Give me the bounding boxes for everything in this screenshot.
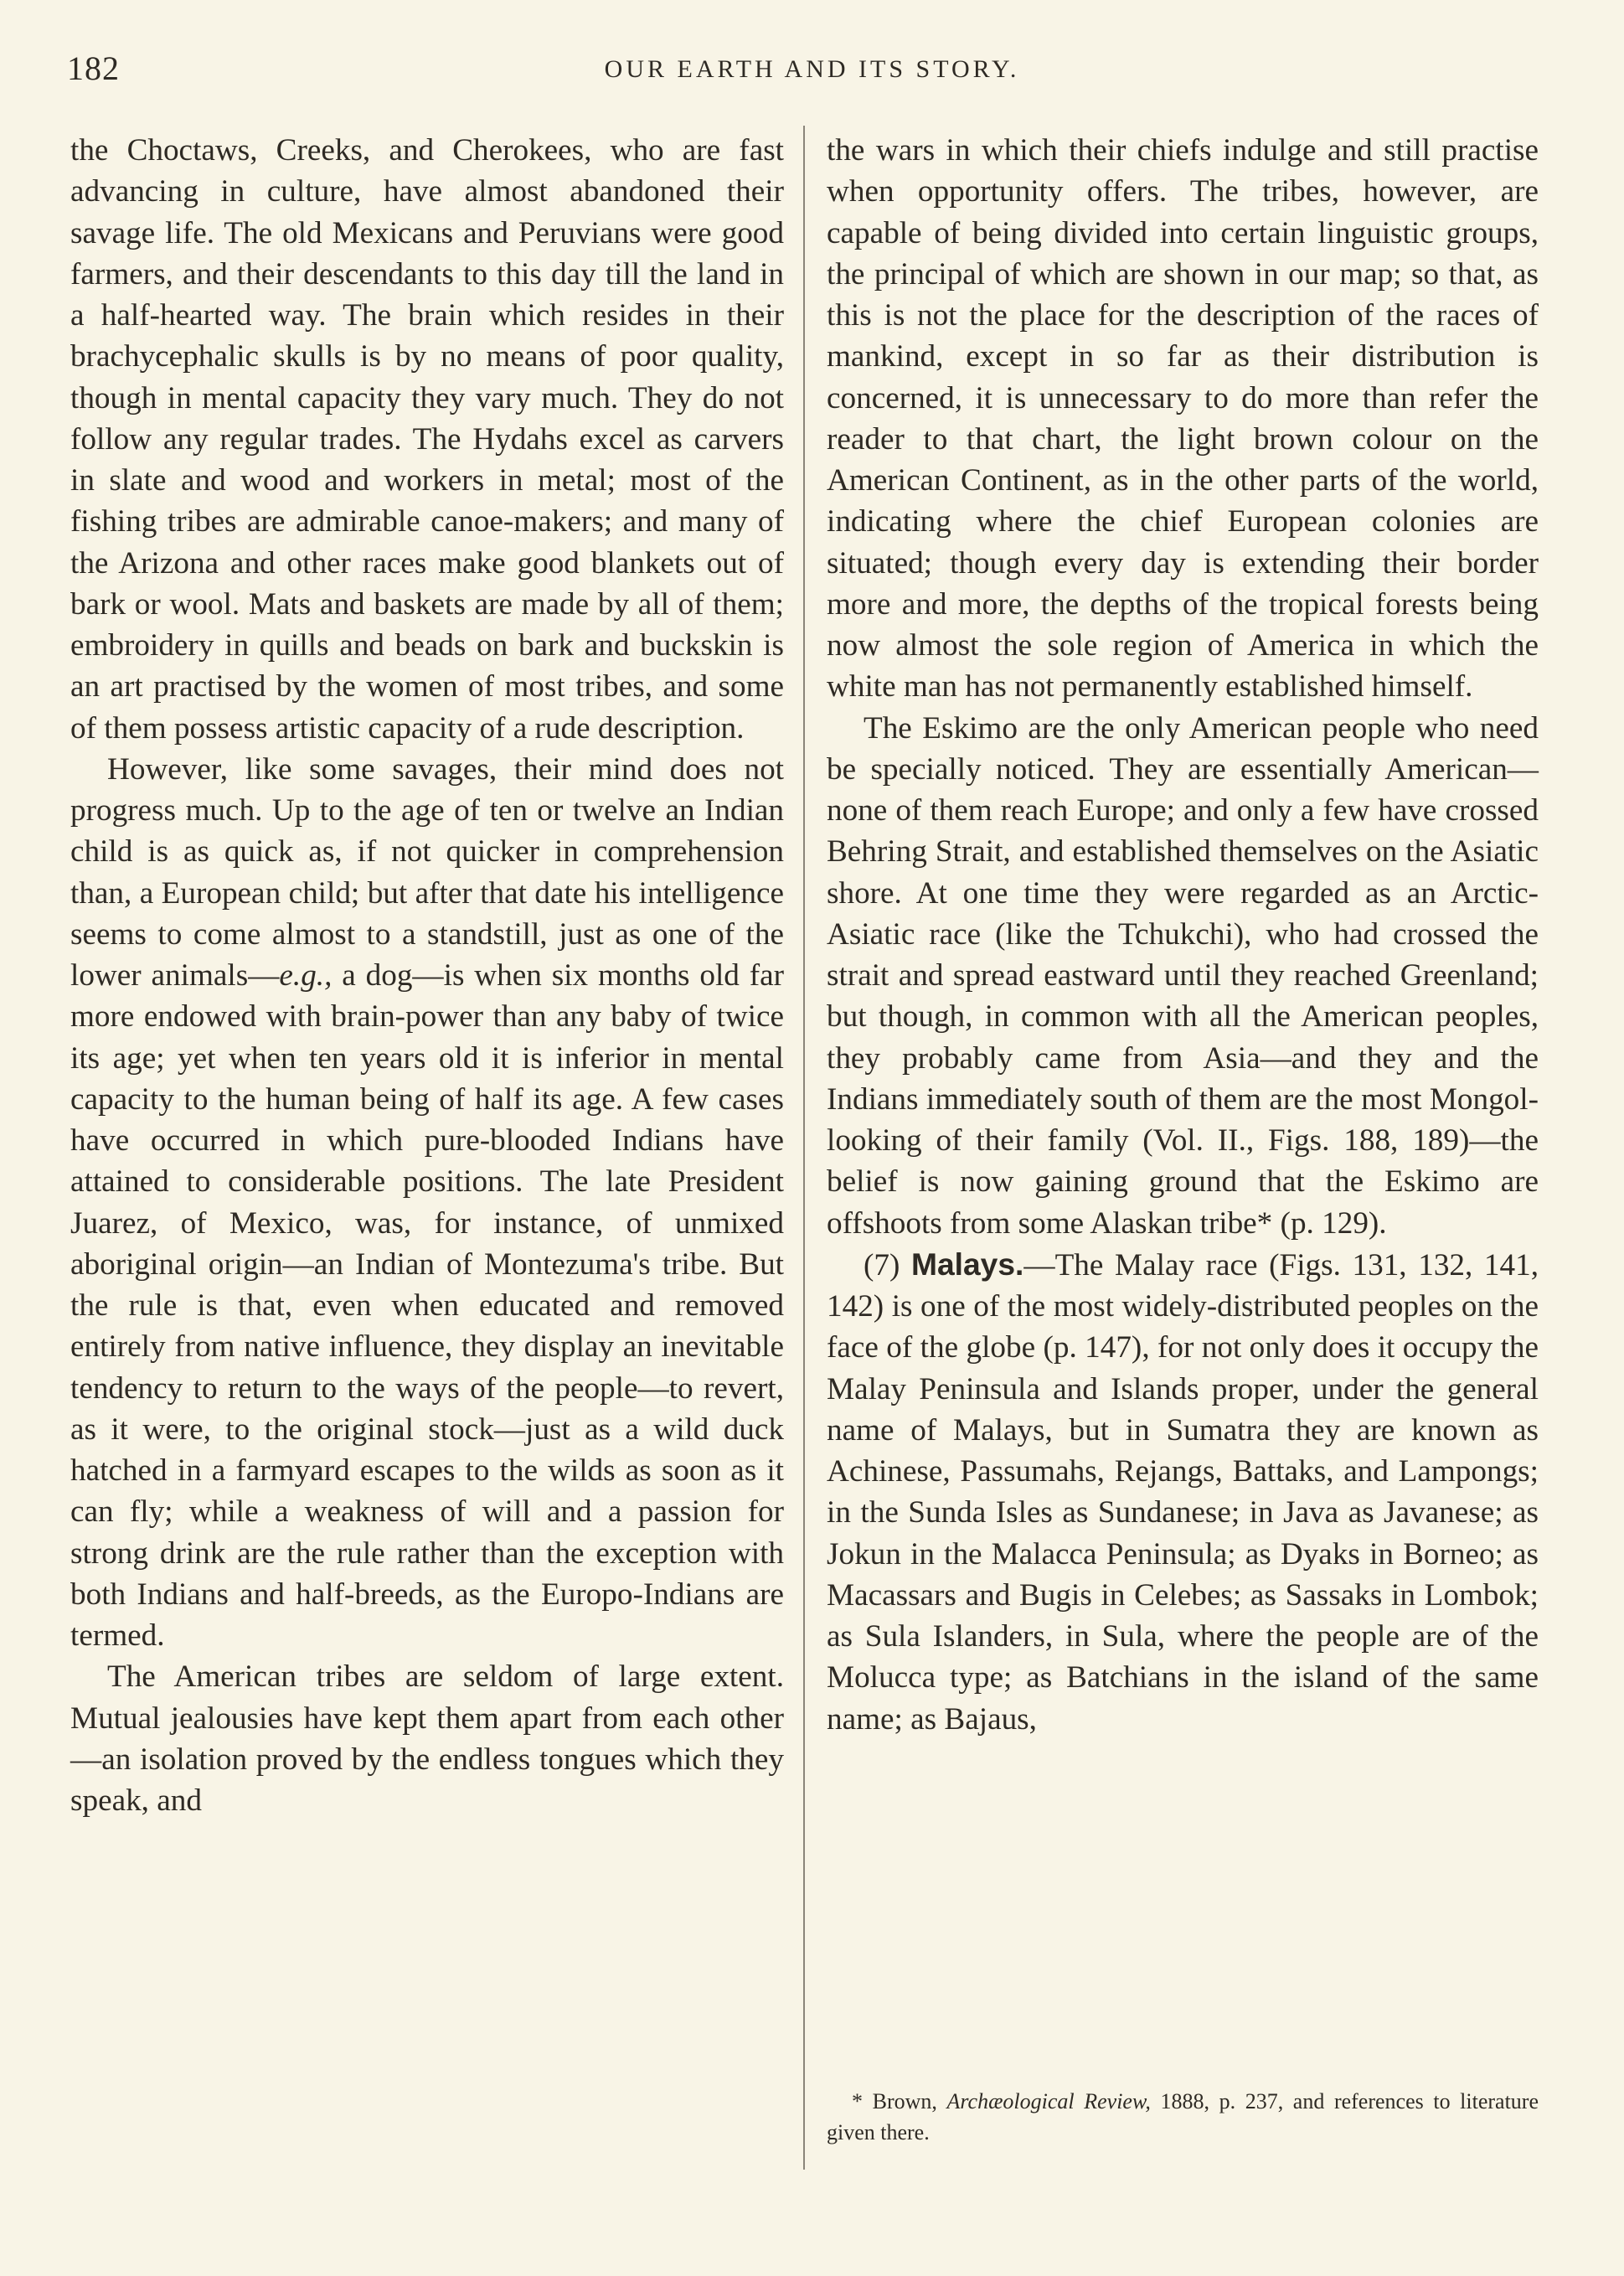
left-paragraph-3: The American tribes are seldom of large extent. Mutual jealousies have kept them apart from each other—an isolation proved by the endless tongues which they speak, and [70, 1659, 784, 1818]
column-divider [803, 126, 805, 2170]
left-paragraph-2-eg: e.g., [279, 958, 333, 993]
right-paragraph-2: The Eskimo are the only American people who need be specially noticed. They are essentially American—none of them reach Europe; and only a few have crossed Behring Strait, and established themselves on the Asiatic shore. At one time they were regarded as an Arctic-Asiatic race (like the Tchukchi), who had crossed the strait and spread eastward until they reached Greenland; but though, in common with all the American peoples, they probably came from Asia—and they and the Indians immediately south of them are the most Mongol-looking of their family (Vol. II., Figs. 188, 189)—the belief is now gaining ground that the Eskimo are offshoots from some Alaskan tribe* (p. 129). [827, 710, 1539, 1241]
left-paragraph-2-part-b: a dog—is when six months old far more endowed with brain-power than any baby of twice its age; yet when ten years old it is inferior in mental capacity to the human being of half its age. A few cases have occurred in which pure-blooded Indians have attained to considerable positions. The late President Juarez, of Mexico, was, for instance, of unmixed aboriginal origin—an Indian of Montezuma's tribe. But the rule is that, even when educated and removed entirely from native influence, they display an inevitable tendency to return to the ways of the people—to revert, as it were, to the original stock—just as a wild duck hatched in a farmyard escapes to the wilds as soon as it can fly; while a weakness of will and a passion for strong drink are the rule rather than the exception with both Indians and half-breeds, as the Europo-Indians are termed. [70, 958, 785, 1653]
right-paragraph-3 [827, 1244, 1539, 1740]
running-head: OUR EARTH AND ITS STORY. [604, 55, 1020, 83]
footnote [827, 2086, 1539, 2148]
left-paragraph-2 [70, 749, 784, 1657]
left-paragraph-2-part-a: However, like some savages, their mind does not progress much. Up to the age of ten or twelve an Indian child is as quick as, if not quicker in comprehension than, a European child; but after that date his intelligence seems to come almost to a standstill, just as one of the lower animals— [70, 751, 784, 993]
right-column [827, 130, 1539, 1740]
footnote-text [827, 2086, 1539, 2148]
left-paragraph-1: the Choctaws, Creeks, and Cherokees, who are fast advancing in culture, have almost abandoned their savage life. The old Mexicans and Peruvians were good farmers, and their descendants to this day till the land in a half-hearted way. The brain which resides in their brachycephalic skulls is by no means of poor quality, though in mental capacity they vary much. They do not follow any regular trades. The Hydahs excel as carvers in slate and wood and workers in metal; most of the fishing tribes are admirable canoe-makers; and many of the Arizona and other races make good blankets out of bark or wool. Mats and baskets are made by all of them; embroidery in quills and beads on bark and buckskin is an art practised by the women of most tribes, and some of them possess artistic capacity of a rude description. [70, 133, 784, 746]
right-paragraph-3-body: —The Malay race (Figs. 131, 132, 141, 142) is one of the most widely-distributed peoples on the face of the globe (p. 147), for not only does it occupy the Malay Peninsula and Islands proper, under the general name of Malays, but in Sumatra they are known as Achinese, Passumahs, Rejangs, Battaks, and Lampongs; in the Sunda Isles as Sundanese; in Java as Javanese; as Jokun in the Malacca Peninsula; as Dyaks in Borneo; as Macassars and Bugis in Celebes; as Sassaks in Lombok; as Sula Islanders, in Sula, where the people are of the Molucca type; as Batchians in the island of the same name; as Bajaus, [827, 1247, 1539, 1737]
footnote-prefix: * Brown, [852, 2089, 947, 2113]
footnote-journal: Archæological Review, [946, 2089, 1151, 2113]
section-heading: Malays. [911, 1246, 1024, 1282]
left-column [70, 130, 784, 1821]
page-number: 182 [67, 49, 120, 87]
section-number: (7) [864, 1247, 900, 1283]
right-paragraph-1: the wars in which their chiefs indulge and still practise when opportunity offers. The tribes, however, are capable of being divided into certain linguistic groups, the principal of which are shown in our map; so that, as this is not the place for the description of the races of mankind, except in so far as their distribution is concerned, it is unnecessary to do more than refer the reader to that chart, the light brown colour on the American Continent, as in the other parts of the world, indicating where the chief European colonies are situated; though every day is extending their border more and more, the depths of the tropical forests being now almost the sole region of America in which the white man has not permanently established himself. [827, 133, 1539, 704]
footnote-suffix: 1888, p. 237, and references to literature given there. [827, 2089, 1539, 2144]
